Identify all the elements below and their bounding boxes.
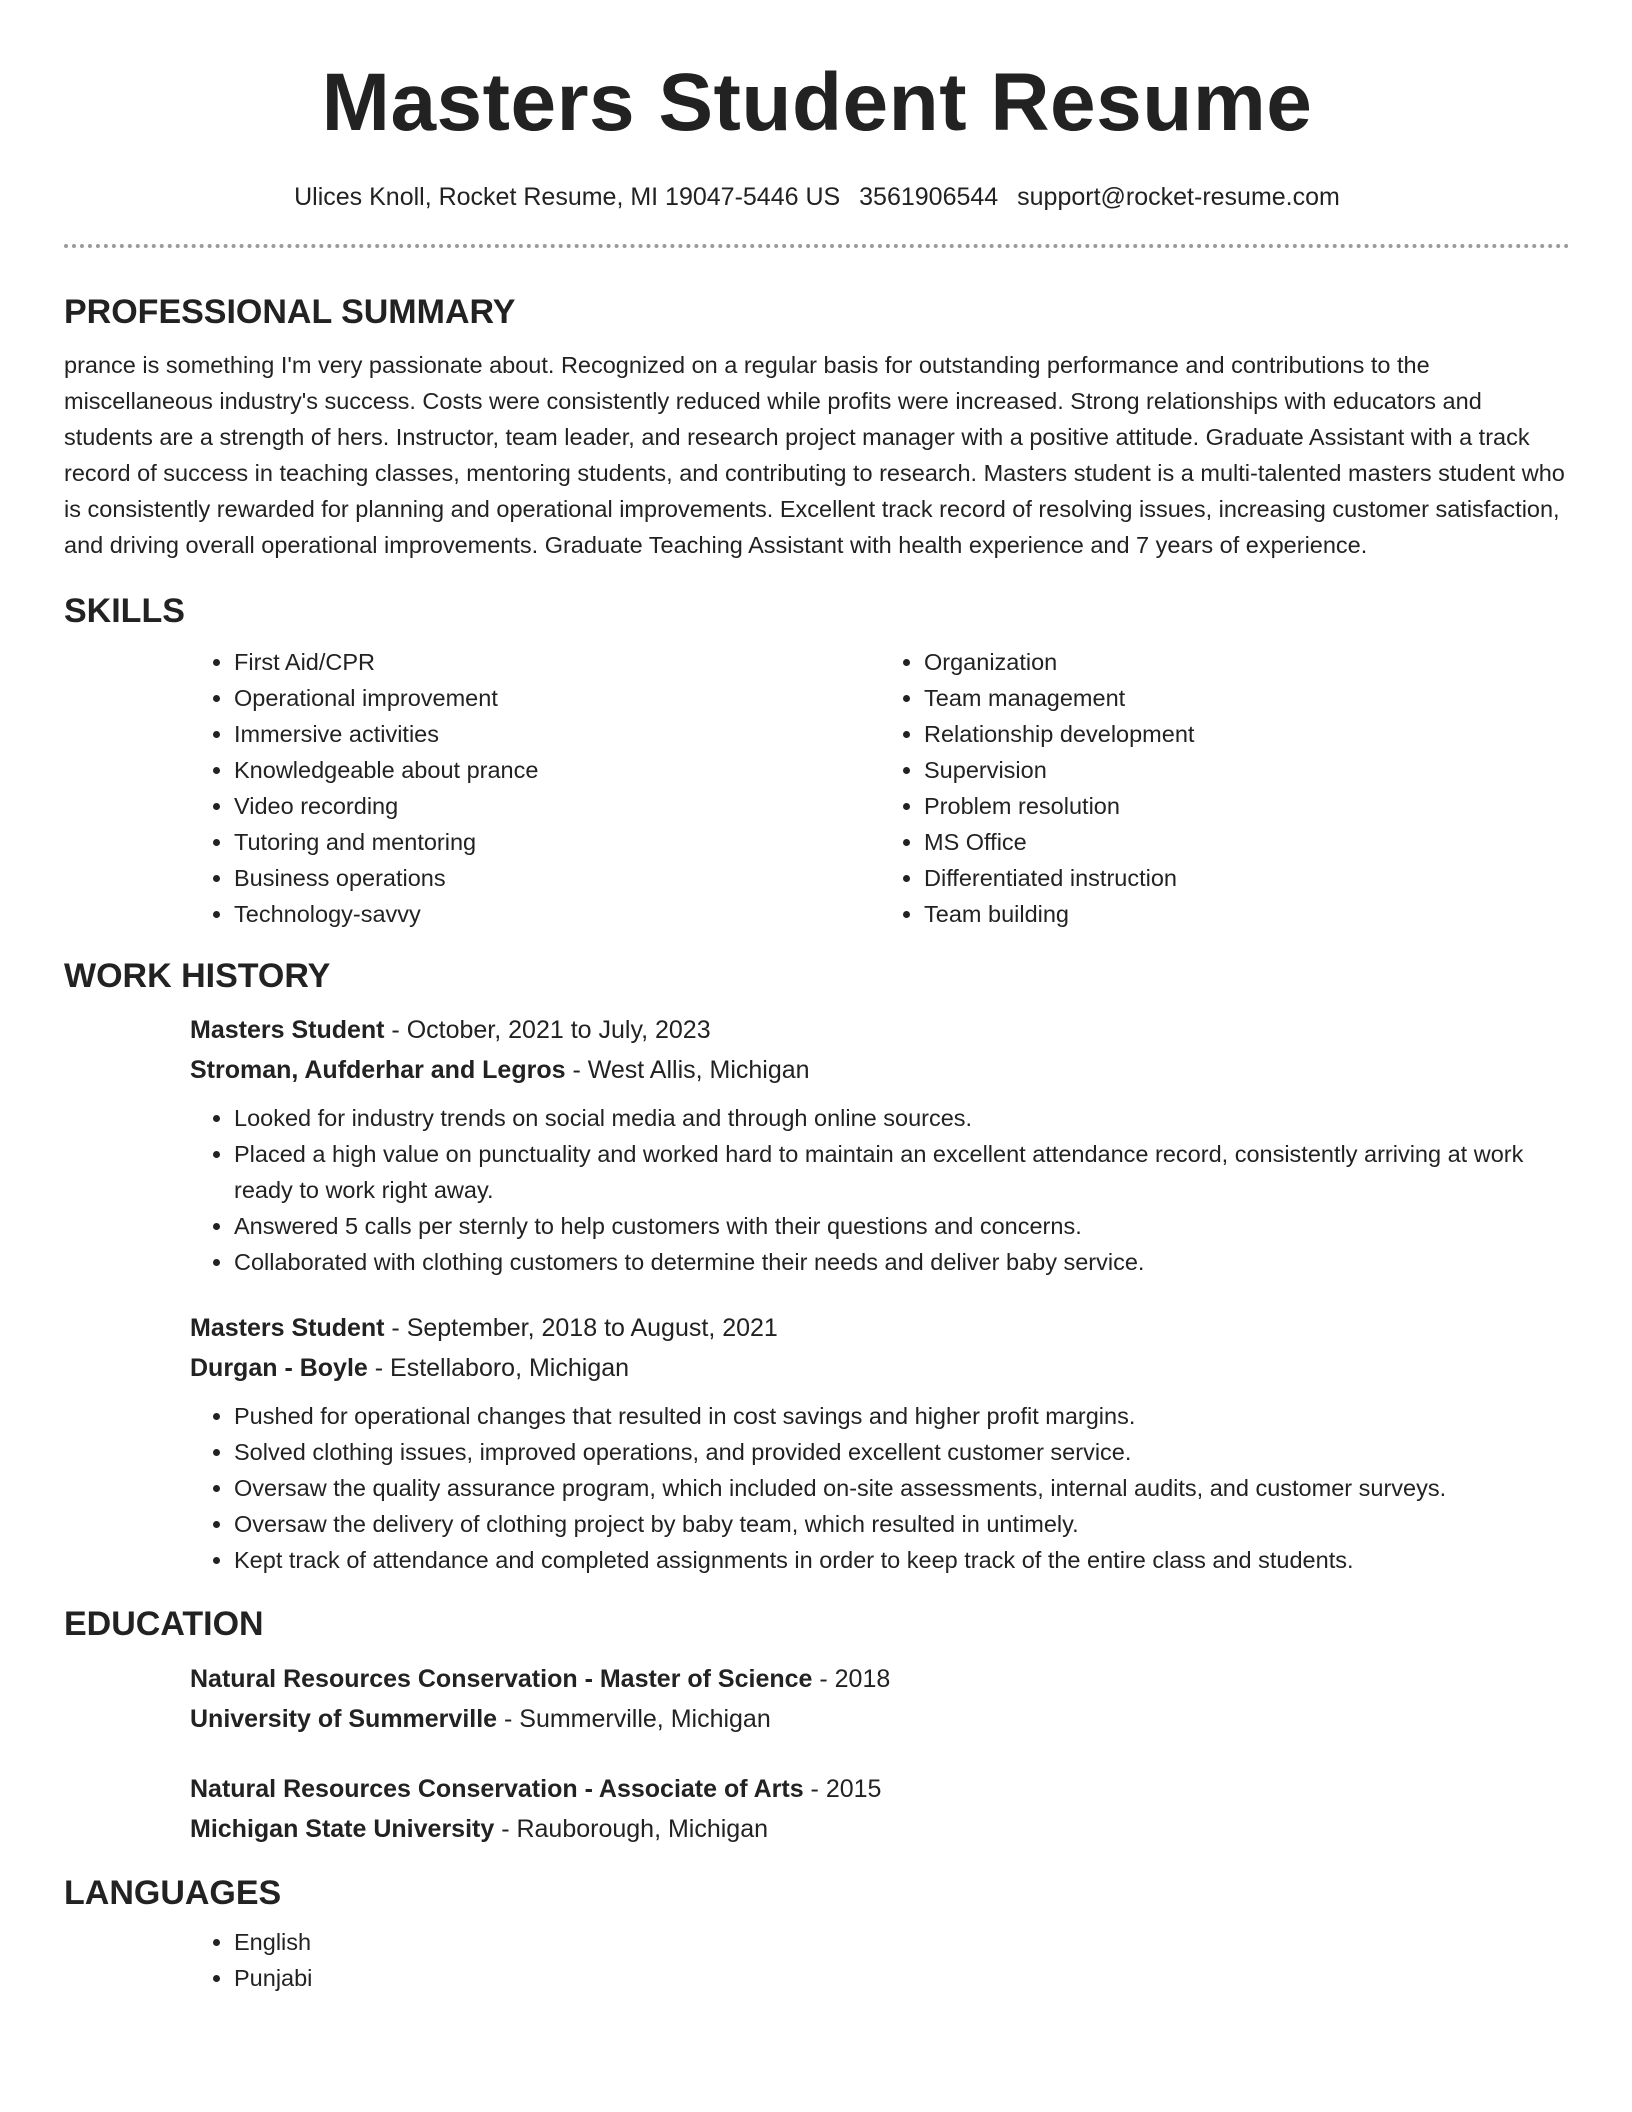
job-title: Masters Student <box>190 1016 385 1045</box>
skill-item: • Supervision <box>924 752 1570 788</box>
job-company-line <box>190 1050 1570 1090</box>
education-school-line <box>190 1809 1570 1849</box>
skill-item: • First Aid/CPR <box>234 644 880 680</box>
summary-heading: PROFESSIONAL SUMMARY <box>64 293 516 331</box>
education-location: - Rauborough, Michigan <box>494 1815 769 1844</box>
skills-heading: SKILLS <box>64 591 185 630</box>
skill-item: • Relationship development <box>924 716 1570 752</box>
skill-item: • Problem resolution <box>924 788 1570 824</box>
job-bullet: • Solved clothing issues, improved operations, and provided excellent customer service. <box>234 1434 1570 1470</box>
education-degree-line <box>190 1659 1570 1699</box>
education-degree-line <box>190 1769 1570 1809</box>
job-dates: - September, 2018 to August, 2021 <box>384 1314 778 1343</box>
job-title-line <box>190 1308 1570 1348</box>
job-dates: - October, 2021 to July, 2023 <box>384 1016 711 1045</box>
education-location: - Summerville, Michigan <box>497 1705 771 1734</box>
education-year: - 2018 <box>812 1665 891 1694</box>
education-section <box>64 1604 1570 1849</box>
job-title-line <box>190 1010 1570 1050</box>
education-school: Michigan State University <box>190 1815 495 1844</box>
work-heading: WORK HISTORY <box>64 956 331 995</box>
education-degree: Natural Resources Conservation - Associate of Arts <box>190 1775 804 1804</box>
job-bullet: • Placed a high value on punctuality and worked hard to maintain an excellent attendance record, consistently arriving at work ready to work right away. <box>234 1136 1570 1208</box>
languages-heading: LANGUAGES <box>64 1874 282 1913</box>
job-bullets <box>190 1100 1570 1280</box>
contact-email[interactable]: support@rocket-resume.com <box>1017 183 1340 211</box>
skills-section <box>64 591 1570 932</box>
job-bullet: • Kept track of attendance and completed assignments in order to keep track of the entire class and students. <box>234 1542 1570 1578</box>
education-school-line <box>190 1699 1570 1739</box>
skill-item: • Knowledgeable about prance <box>234 752 880 788</box>
education-school: University of Summerville <box>190 1705 498 1734</box>
languages-section <box>64 1873 1570 1996</box>
education-entry <box>190 1659 1570 1739</box>
skill-item: • Team management <box>924 680 1570 716</box>
education-entry <box>190 1769 1570 1849</box>
skill-item: • Team building <box>924 896 1570 932</box>
job-entry <box>190 1010 1570 1280</box>
job-bullet: • Answered 5 calls per sternly to help customers with their questions and concerns. <box>234 1208 1570 1244</box>
education-degree: Natural Resources Conservation - Master of Science <box>190 1665 813 1694</box>
summary-section <box>64 292 1570 563</box>
language-item: • Punjabi <box>234 1960 1570 1996</box>
job-bullet: • Looked for industry trends on social media and through online sources. <box>234 1100 1570 1136</box>
skill-item: • Business operations <box>234 860 880 896</box>
skill-item: • Organization <box>924 644 1570 680</box>
skill-item: • MS Office <box>924 824 1570 860</box>
summary-text: prance is something I'm very passionate about. Recognized on a regular basis for outstanding performance and contributions to the miscellaneous industry's success. Costs were consistently reduced while profits were increased. Strong relationships with educators and students are a strength of hers. Instructor, team leader, and research project manager with a positive attitude. Graduate Assistant with a track record of success in teaching classes, mentoring students, and contributing to research. Masters student is a multi-talented masters student who is consistently rewarded for planning and operational improvements. Excellent track record of resolving issues, increasing customer satisfaction, and driving overall operational improvements. Graduate Teaching Assistant with health experience and 7 years of experience. <box>64 351 1565 558</box>
skills-grid <box>190 644 1570 932</box>
work-section <box>64 956 1570 1579</box>
header-divider <box>64 244 1570 248</box>
job-bullet: • Collaborated with clothing customers to determine their needs and deliver baby service. <box>234 1244 1570 1280</box>
skills-right-column <box>880 644 1570 932</box>
languages-list <box>190 1924 1570 1996</box>
job-title: Masters Student <box>190 1314 385 1343</box>
skill-item: • Differentiated instruction <box>924 860 1570 896</box>
job-bullet: • Oversaw the delivery of clothing project by baby team, which resulted in untimely. <box>234 1506 1570 1542</box>
job-company: Durgan - Boyle <box>190 1354 368 1383</box>
job-company-line <box>190 1348 1570 1388</box>
skill-item: • Immersive activities <box>234 716 880 752</box>
job-entry <box>190 1308 1570 1578</box>
job-company: Stroman, Aufderhar and Legros <box>190 1056 566 1085</box>
education-year: - 2015 <box>803 1775 882 1804</box>
skills-left-column <box>190 644 880 932</box>
skill-item: • Technology-savvy <box>234 896 880 932</box>
contact-phone: 3561906544 <box>859 183 999 211</box>
resume-title: Masters Student Resume <box>321 57 1313 148</box>
contact-line <box>64 182 1570 212</box>
contact-address: Ulices Knoll, Rocket Resume, MI 19047-5446 US <box>294 183 841 211</box>
job-bullet: • Oversaw the quality assurance program, which included on-site assessments, internal audits, and customer surveys. <box>234 1470 1570 1506</box>
resume-page <box>64 0 1570 2112</box>
job-bullets <box>190 1398 1570 1578</box>
language-item: • English <box>234 1924 1570 1960</box>
job-location: - West Allis, Michigan <box>565 1056 810 1085</box>
skill-item: • Operational improvement <box>234 680 880 716</box>
education-heading: EDUCATION <box>64 1605 264 1644</box>
job-bullet: • Pushed for operational changes that resulted in cost savings and higher profit margins. <box>234 1398 1570 1434</box>
job-location: - Estellaboro, Michigan <box>367 1354 630 1383</box>
skill-item: • Video recording <box>234 788 880 824</box>
skill-item: • Tutoring and mentoring <box>234 824 880 860</box>
